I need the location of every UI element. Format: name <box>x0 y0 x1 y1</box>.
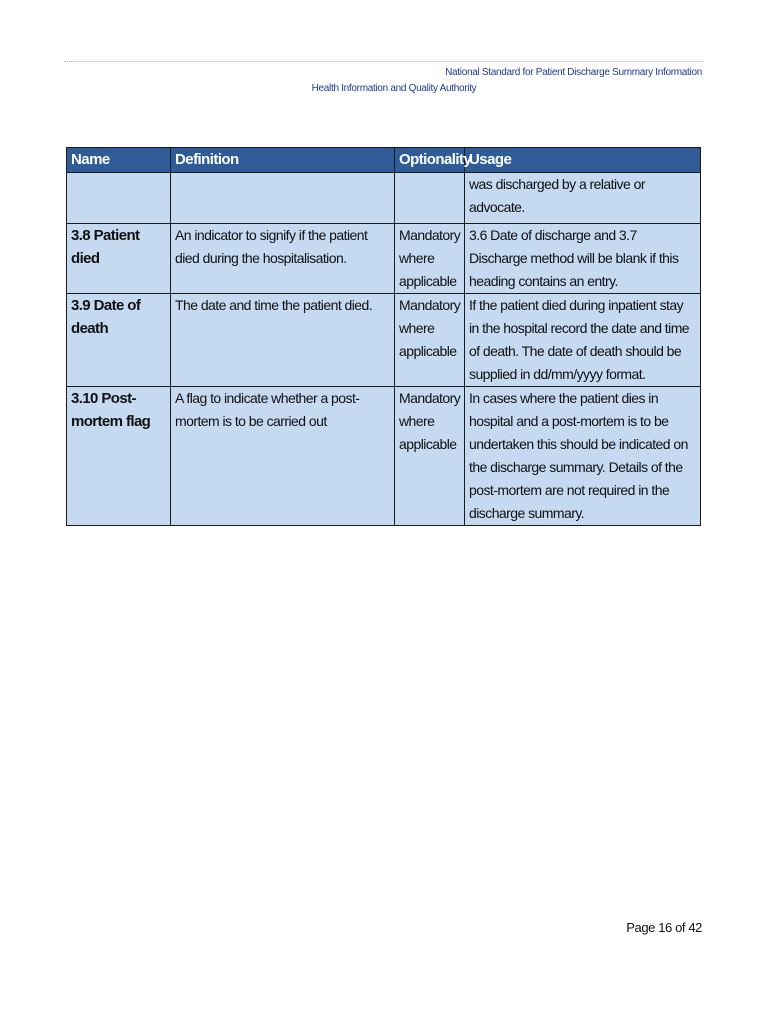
table-row <box>67 294 701 387</box>
column-header-optionality: Optionality <box>395 148 465 173</box>
row-name: 3.8 Patient died <box>67 224 171 294</box>
row-optionality: Mandatory where applicable <box>395 294 465 387</box>
row-name <box>67 173 171 224</box>
row-optionality: Mandatory where applicable <box>395 387 465 526</box>
row-usage: In cases where the patient dies in hospital and a post-mortem is to be undertaken this should be indicated on the discharge summary. Details of the post-mortem are not required in the discharge summary. <box>465 387 701 526</box>
row-optionality <box>395 173 465 224</box>
row-optionality: Mandatory where applicable <box>395 224 465 294</box>
page-number: Page 16 of 42 <box>626 920 702 935</box>
row-name: 3.10 Post-mortem flag <box>67 387 171 526</box>
row-definition: The date and time the patient died. <box>171 294 395 387</box>
row-usage: If the patient died during inpatient stay in the hospital record the date and time of death. The date of death should be supplied in dd/mm/yyyy format. <box>465 294 701 387</box>
row-name: 3.9 Date of death <box>67 294 171 387</box>
column-header-usage: Usage <box>465 148 701 173</box>
table-row <box>67 173 701 224</box>
row-definition: An indicator to signify if the patient died during the hospitalisation. <box>171 224 395 294</box>
table-row <box>67 224 701 294</box>
row-definition: A flag to indicate whether a post-mortem is to be carried out <box>171 387 395 526</box>
organisation-name: Health Information and Quality Authority <box>311 83 477 94</box>
document-title: National Standard for Patient Discharge Summary Information <box>445 67 702 78</box>
column-header-name: Name <box>67 148 171 173</box>
row-usage: was discharged by a relative or advocate. <box>465 173 701 224</box>
column-header-definition: Definition <box>171 148 395 173</box>
table-row <box>67 387 701 526</box>
header-rule <box>64 61 704 62</box>
row-definition <box>171 173 395 224</box>
table-header-row <box>67 148 701 173</box>
data-definition-table <box>66 147 701 526</box>
row-usage: 3.6 Date of discharge and 3.7 Discharge method will be blank if this heading contains an entry. <box>465 224 701 294</box>
